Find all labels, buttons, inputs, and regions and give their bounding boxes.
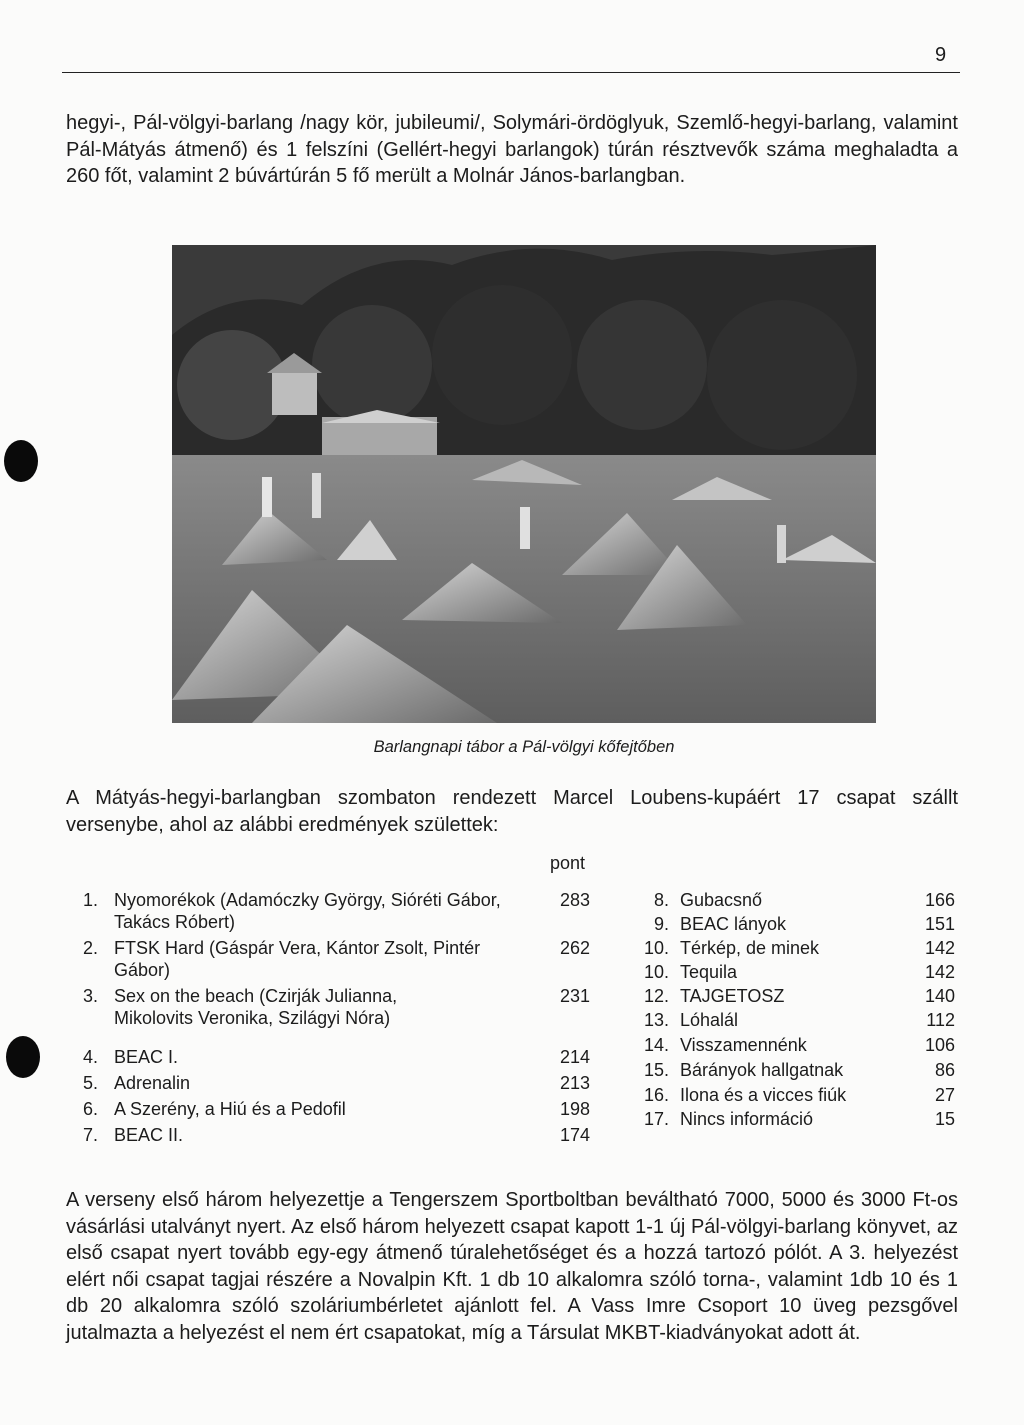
- result-row: [66, 889, 596, 937]
- result-rank: 2.: [82, 938, 98, 958]
- result-rank: 9.: [653, 914, 669, 934]
- result-points: 262: [559, 938, 590, 958]
- result-points: 15: [934, 1109, 955, 1129]
- header-rule: [62, 72, 960, 73]
- result-team: Nincs információ: [680, 1109, 814, 1129]
- result-rank: 13.: [643, 1010, 669, 1030]
- result-points: 198: [559, 1099, 590, 1119]
- result-points: 231: [559, 986, 590, 1006]
- result-team: Gubacsnő: [680, 890, 763, 910]
- result-row: [66, 1098, 596, 1122]
- result-team: Térkép, de minek: [680, 938, 820, 958]
- results-right: [635, 889, 960, 1139]
- result-team: Adrenalin: [114, 1073, 191, 1093]
- result-rank: 1.: [82, 890, 98, 910]
- result-team: Lóhalál: [680, 1010, 739, 1030]
- result-row: [635, 1034, 960, 1058]
- result-team: BEAC II.: [114, 1125, 184, 1145]
- punch-hole-top: [4, 440, 38, 482]
- result-points: 151: [924, 914, 955, 934]
- result-team: TAJGETOSZ: [680, 986, 785, 1006]
- result-team: Tequila: [680, 962, 738, 982]
- result-rank: 5.: [82, 1073, 98, 1093]
- result-row: [635, 889, 960, 913]
- result-row: [635, 1009, 960, 1033]
- result-points: 142: [924, 962, 955, 982]
- result-team: Sex on the beach (Czirják Julianna, Mikolovits Veronika, Szilágyi Nóra): [114, 986, 398, 1028]
- result-team: A Szerény, a Hiú és a Pedofil: [114, 1099, 346, 1119]
- result-points: 27: [934, 1085, 955, 1105]
- result-row: [635, 1059, 960, 1083]
- result-points: 283: [559, 890, 590, 910]
- prizes-paragraph: A verseny első három helyezettje a Tengerszem Sportboltban beváltható 7000, 5000 és 3000 Ft-os vásárlási utalványt nyert. Az első három helyezett csapat kapott 1-1 új Pál-völgyi-barlang könyvet, az első csapat nyert tovább egy-egy átmenő túralehetőséget és a hozzá tartozó pólót. A 3. helyezést elért női csapat tagjai részére a Novalpin Kft. 1 db 10 alkalomra szóló torna-, valamint 1db 10 és 1 db 20 alkalomra szóló szoláriumbérletet ajánlott fel. A Vass Imre Csoport 10 üveg pezsgővel jutalmazta a helyezést el nem ért csapatokat, míg a Társulat MKBT-kiadványokat adott át.: [66, 1189, 958, 1344]
- result-row: [66, 1072, 596, 1096]
- result-row: [66, 1046, 596, 1070]
- results-left: [66, 889, 596, 1149]
- result-team: Bárányok hallgatnak: [680, 1060, 844, 1080]
- result-team: Ilona és a vicces fiúk: [680, 1085, 847, 1105]
- intro-paragraph: hegyi-, Pál-völgyi-barlang /nagy kör, jubileumi/, Solymári-ördöglyuk, Szemlő-hegyi-barlang, valamint Pál-Mátyás átmenő) és 1 felszíni (Gellért-hegyi barlangok) túrán résztvevők száma meghaladta a 260 főt, valamint 2 búvártúrán 5 fő merült a Molnár János-barlangban.: [66, 112, 958, 187]
- campsite-photo: [172, 245, 876, 723]
- page-number: 9: [935, 44, 947, 66]
- result-rank: 15.: [643, 1060, 669, 1080]
- result-row: [66, 1124, 596, 1148]
- result-rank: 10.: [643, 938, 669, 958]
- result-points: 112: [926, 1010, 955, 1030]
- result-points: 166: [924, 890, 955, 910]
- result-points: 214: [559, 1047, 590, 1067]
- result-points: 174: [559, 1125, 590, 1145]
- punch-hole-bottom: [6, 1036, 40, 1078]
- result-rank: 6.: [82, 1099, 98, 1119]
- result-rank: 16.: [643, 1085, 669, 1105]
- result-rank: 17.: [643, 1109, 669, 1129]
- result-row: [635, 1108, 960, 1132]
- result-team: Visszamennénk: [680, 1035, 807, 1055]
- result-rank: 14.: [643, 1035, 669, 1055]
- result-points: 213: [559, 1073, 590, 1093]
- result-row: [635, 961, 960, 985]
- result-points: 86: [934, 1060, 955, 1080]
- result-team: BEAC I.: [114, 1047, 179, 1067]
- result-team: Nyomorékok (Adamóczky György, Sióréti Gábor, Takács Róbert): [114, 890, 501, 932]
- result-points: 106: [924, 1035, 955, 1055]
- result-team: FTSK Hard (Gáspár Vera, Kántor Zsolt, Pintér Gábor): [114, 938, 481, 980]
- result-row: [635, 913, 960, 937]
- result-row: [66, 937, 596, 985]
- competition-paragraph: A Mátyás-hegyi-barlangban szombaton rendezett Marcel Loubens-kupáért 17 csapat szállt versenybe, ahol az alábbi eredmények születtek:: [66, 787, 958, 836]
- result-row: [635, 937, 960, 961]
- photo-caption: Barlangnapi tábor a Pál-völgyi kőfejtőben: [373, 738, 675, 756]
- result-row: [635, 1084, 960, 1108]
- result-rank: 12.: [643, 986, 669, 1006]
- result-points: 142: [924, 938, 955, 958]
- points-column-header: pont: [550, 853, 586, 873]
- result-rank: 8.: [653, 890, 669, 910]
- result-rank: 7.: [82, 1125, 98, 1145]
- result-team: BEAC lányok: [680, 914, 787, 934]
- result-rank: 10.: [643, 962, 669, 982]
- result-row: [635, 985, 960, 1009]
- result-row: [66, 985, 596, 1035]
- result-rank: 3.: [82, 986, 98, 1006]
- result-points: 140: [924, 986, 955, 1006]
- result-rank: 4.: [82, 1047, 98, 1067]
